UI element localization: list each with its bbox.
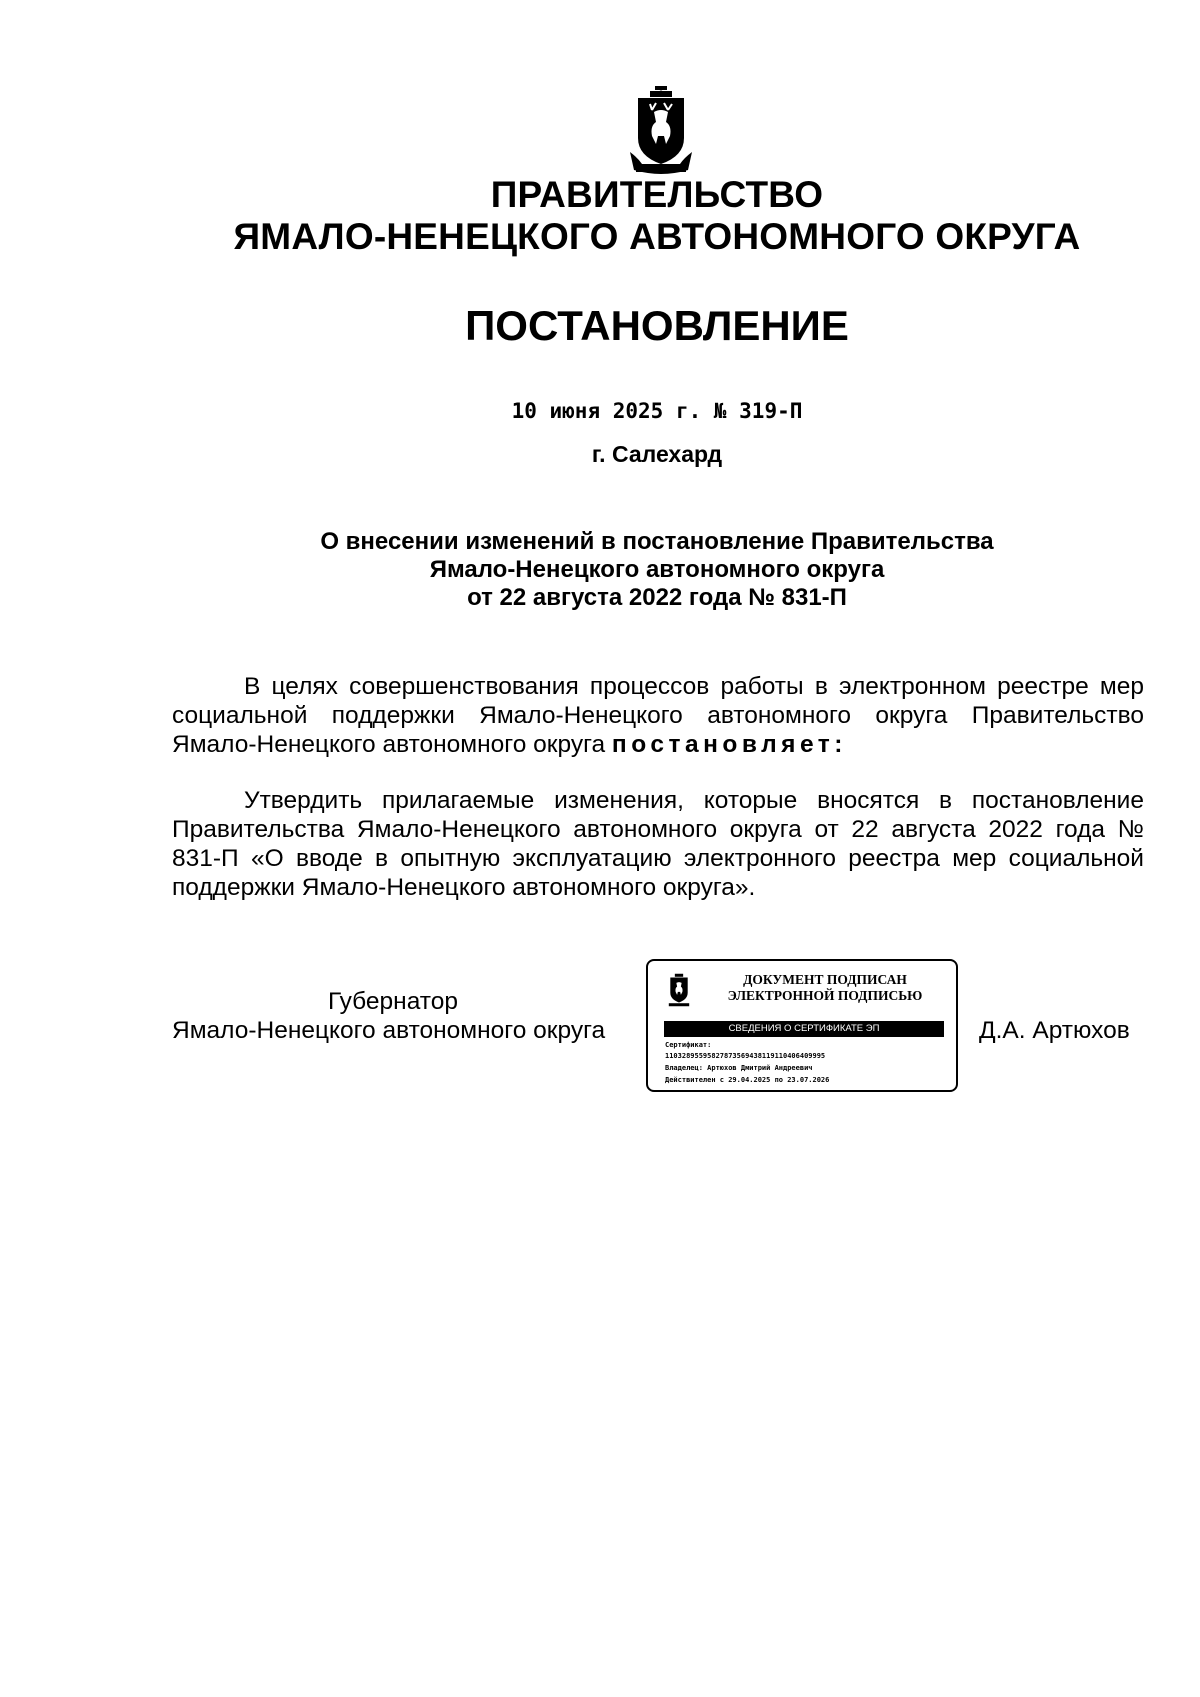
resolution-keyword: постановляет: (611, 731, 847, 758)
stamp-coat-of-arms-icon (666, 973, 692, 1007)
stamp-validity: Действителен с 29.04.2025 по 23.07.2026 (665, 1076, 830, 1084)
stamp-owner: Владелец: Артюхов Дмитрий Андреевич (665, 1064, 813, 1072)
stamp-cert-label: Сертификат: (665, 1041, 712, 1049)
document-type: ПОСТАНОВЛЕНИЕ (465, 302, 849, 349)
body-paragraph-2: Утвердить прилагаемые изменения, которые вносятся в постановление Правительства Ямало-Ненецкого автономного округа от 22 августа 2022 года № 831-П «О вводе в опытную эксплуатацию электронного реестра мер социальной поддержки Ямало-Ненецкого автономного округа». (172, 787, 1144, 901)
subject-line1: О внесении изменений в постановление Правительства (320, 528, 994, 555)
paragraph-1-text: В целях совершенствования процессов работы в электронном реестре мер социальной поддержки Ямало-Ненецкого автономного округа Правительство Ямало-Ненецкого автономного округа (172, 673, 1144, 758)
stamp-title-line2: ЭЛЕКТРОННОЙ ПОДПИСЬЮ (727, 988, 923, 1003)
body-paragraph-1 (172, 672, 1144, 759)
signer-position-line1: Губернатор (328, 988, 458, 1015)
signer-position-line2: Ямало-Ненецкого автономного округа (172, 1017, 606, 1044)
document-date-number: 10 июня 2025 г. № 319-П (511, 399, 803, 423)
electronic-signature-stamp (646, 959, 958, 1092)
stamp-title (710, 972, 940, 1004)
document-city: г. Салехард (591, 441, 723, 467)
stamp-title-line1: ДОКУМЕНТ ПОДПИСАН (743, 972, 907, 987)
org-name-line1: ПРАВИТЕЛЬСТВО (490, 174, 824, 215)
signer-position (172, 987, 605, 1045)
stamp-certificate-header: СВЕДЕНИЯ О СЕРТИФИКАТЕ ЭП (664, 1021, 944, 1037)
org-name-line2: ЯМАЛО-НЕНЕЦКОГО АВТОНОМНОГО ОКРУГА (233, 216, 1081, 257)
subject-line2: Ямало-Ненецкого автономного округа (429, 556, 885, 583)
yamal-coat-of-arms-icon (628, 86, 694, 176)
stamp-cert-number: 11032895595827873569438119110406409995 (665, 1052, 826, 1060)
subject-line3: от 22 августа 2022 года № 831-П (467, 584, 847, 611)
signer-name: Д.А. Артюхов (979, 1017, 1130, 1044)
document-subject (172, 528, 1142, 612)
